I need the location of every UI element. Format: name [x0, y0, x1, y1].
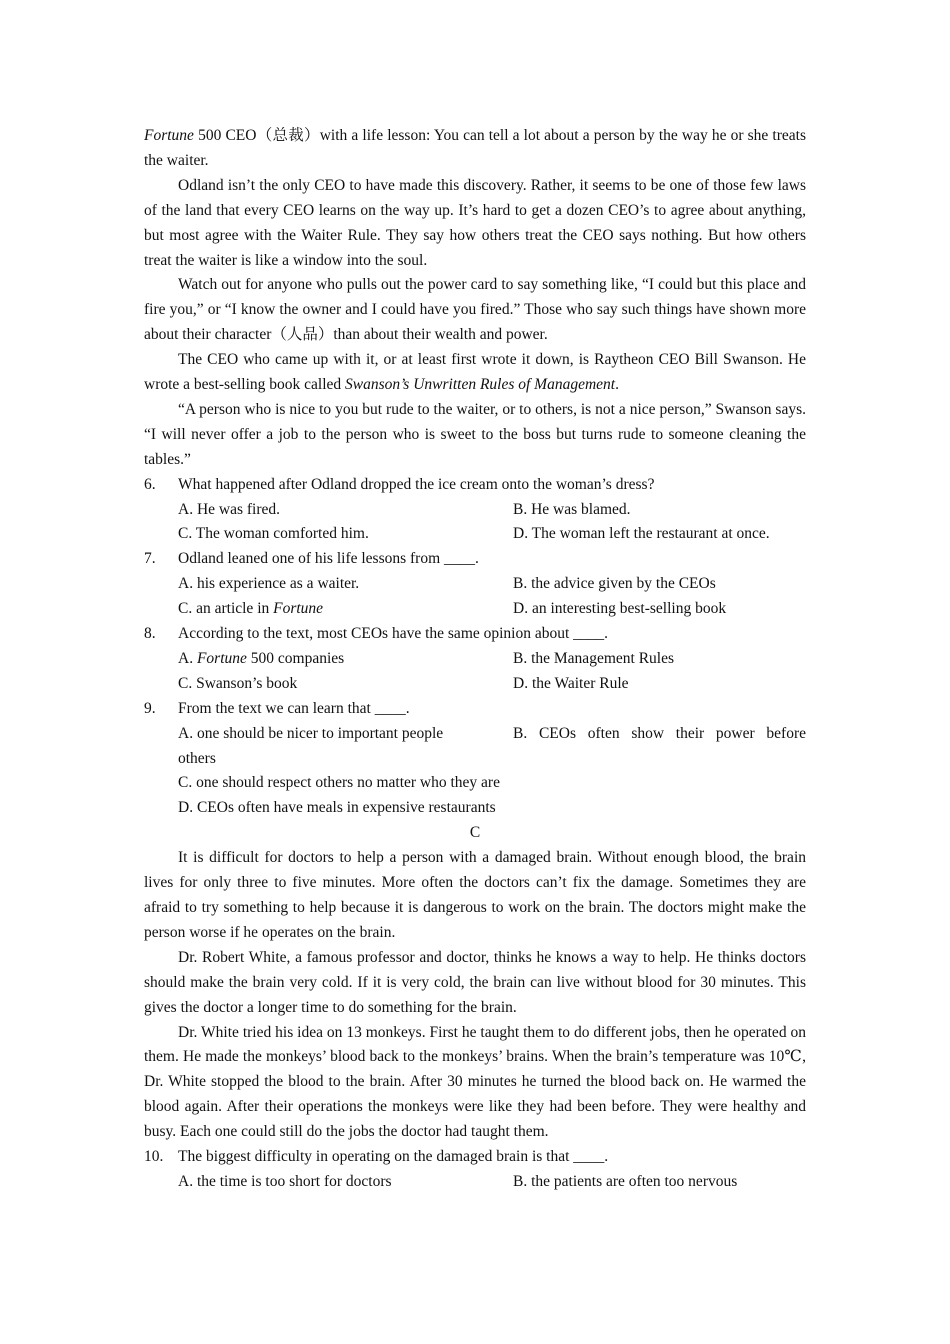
option-d: D. the Waiter Rule [513, 674, 629, 692]
option-a: A. He was fired. [178, 500, 281, 518]
option-b: B. CEOs often show their power before [513, 724, 806, 742]
option-a: A. his experience as a waiter. [178, 575, 360, 593]
option-c: C. Swanson’s book [178, 674, 298, 692]
question-text: Odland leaned one of his life lessons from ____. [178, 550, 479, 568]
options-row [144, 572, 806, 597]
option-c: C. The woman comforted him. [178, 525, 369, 543]
passage-b-paragraph-2: Watch out for anyone who pulls out the power card to say something like, “I could but this place and fire you,” or “I know the owner and I could have you fired.” Those who say such things have shown more about their character（人品）than about their wealth and power. [144, 276, 806, 344]
option-a: A. one should be nicer to important people [178, 724, 444, 742]
passage-b-paragraph-0: Fortune 500 CEO（总裁）with a life lesson: You can tell a lot about a person by the way he or she treats the waiter. [144, 127, 806, 169]
passage-b-paragraph-1: Odland isn’t the only CEO to have made this discovery. Rather, it seems to be one of those few laws of the land that every CEO learns on the way up. It’s hard to get a dozen CEO’s to agree about anything, but most agree with the Waiter Rule. They say how others treat the CEO says nothing. But how others treat the waiter is like a window into the soul. [144, 176, 806, 269]
question-number: 6. [144, 475, 156, 493]
option-c: C. an article in Fortune [178, 600, 324, 618]
option-b: B. the advice given by the CEOs [513, 575, 716, 593]
question-text: The biggest difficulty in operating on the damaged brain is that ____. [178, 1148, 609, 1166]
document-page [144, 124, 806, 1195]
section-heading: C [469, 824, 481, 842]
option-b: B. He was blamed. [513, 500, 631, 518]
option-a: A. Fortune 500 companies [178, 649, 345, 667]
options-row [144, 672, 806, 697]
question-8 [144, 622, 806, 647]
options-row [144, 498, 806, 523]
question-text: From the text we can learn that ____. [178, 699, 410, 717]
passage-c-paragraph-2: Dr. Robert White, a famous professor and doctor, thinks he knows a way to help. He thinks doctors should make the brain very cold. If it is very cold, the brain can live without blood for 30 minutes. This gives the doctor a longer time to do something for the brain. [144, 948, 806, 1016]
passage-b-paragraph-4: “A person who is nice to you but rude to the waiter, or to others, is not a nice person,” Swanson says. “I will never offer a job to the person who is sweet to the boss but turns rude to someone cleaning the tables.” [144, 400, 806, 468]
options-row [144, 722, 806, 772]
options-row [144, 522, 806, 547]
options-row [144, 1170, 806, 1195]
options-row [144, 597, 806, 622]
option-d: D. CEOs often have meals in expensive restaurants [178, 799, 496, 817]
question-10 [144, 1145, 806, 1170]
question-7 [144, 547, 806, 572]
option-b: B. the patients are often too nervous [513, 1172, 738, 1190]
passage-c-paragraph-1: It is difficult for doctors to help a person with a damaged brain. Without enough blood, the brain lives for only three to five minutes. More often the doctors can’t fix the damage. Sometimes they are afraid to try something to help because it is dangerous to work on the brain. The doctors might make the person worse if he operates on the brain. [144, 849, 806, 941]
question-text: What happened after Odland dropped the ice cream onto the woman’s dress? [178, 475, 655, 493]
book-title: Swanson’s Unwritten Rules of Management [345, 376, 616, 394]
magazine-title: Fortune [144, 127, 194, 144]
question-number: 7. [144, 550, 156, 568]
question-number: 10. [144, 1148, 164, 1166]
option-b: B. the Management Rules [513, 649, 674, 667]
question-text: According to the text, most CEOs have the same opinion about ____. [178, 625, 609, 643]
question-6 [144, 473, 806, 498]
question-9 [144, 697, 806, 722]
option-a: A. the time is too short for doctors [178, 1172, 392, 1190]
option-a-continuation: others [178, 749, 216, 767]
options-row [144, 647, 806, 672]
passage-b-paragraph-3: The CEO who came up with it, or at least first wrote it down, is Raytheon CEO Bill Swanson. He wrote a best-selling book called Swanson’s Unwritten Rules of Management. [144, 351, 806, 394]
passage-c-paragraph-3: Dr. White tried his idea on 13 monkeys. First he taught them to do different jobs, then he operated on them. He made the monkeys’ blood back to the monkeys’ brains. When the brain’s temperature was 10℃, Dr. White stopped the blood to the brain. After 30 minutes he turned the blood back on. He warmed the blood again. After their operations the monkeys were like they had been before. They were healthy and busy. Each one could still do the jobs the doctor had taught them. [144, 1023, 806, 1141]
option-d: D. an interesting best-selling book [513, 600, 727, 618]
option-d: D. The woman left the restaurant at once. [513, 525, 770, 543]
question-number: 9. [144, 699, 156, 717]
option-c: C. one should respect others no matter who they are [178, 774, 500, 792]
question-number: 8. [144, 625, 156, 643]
